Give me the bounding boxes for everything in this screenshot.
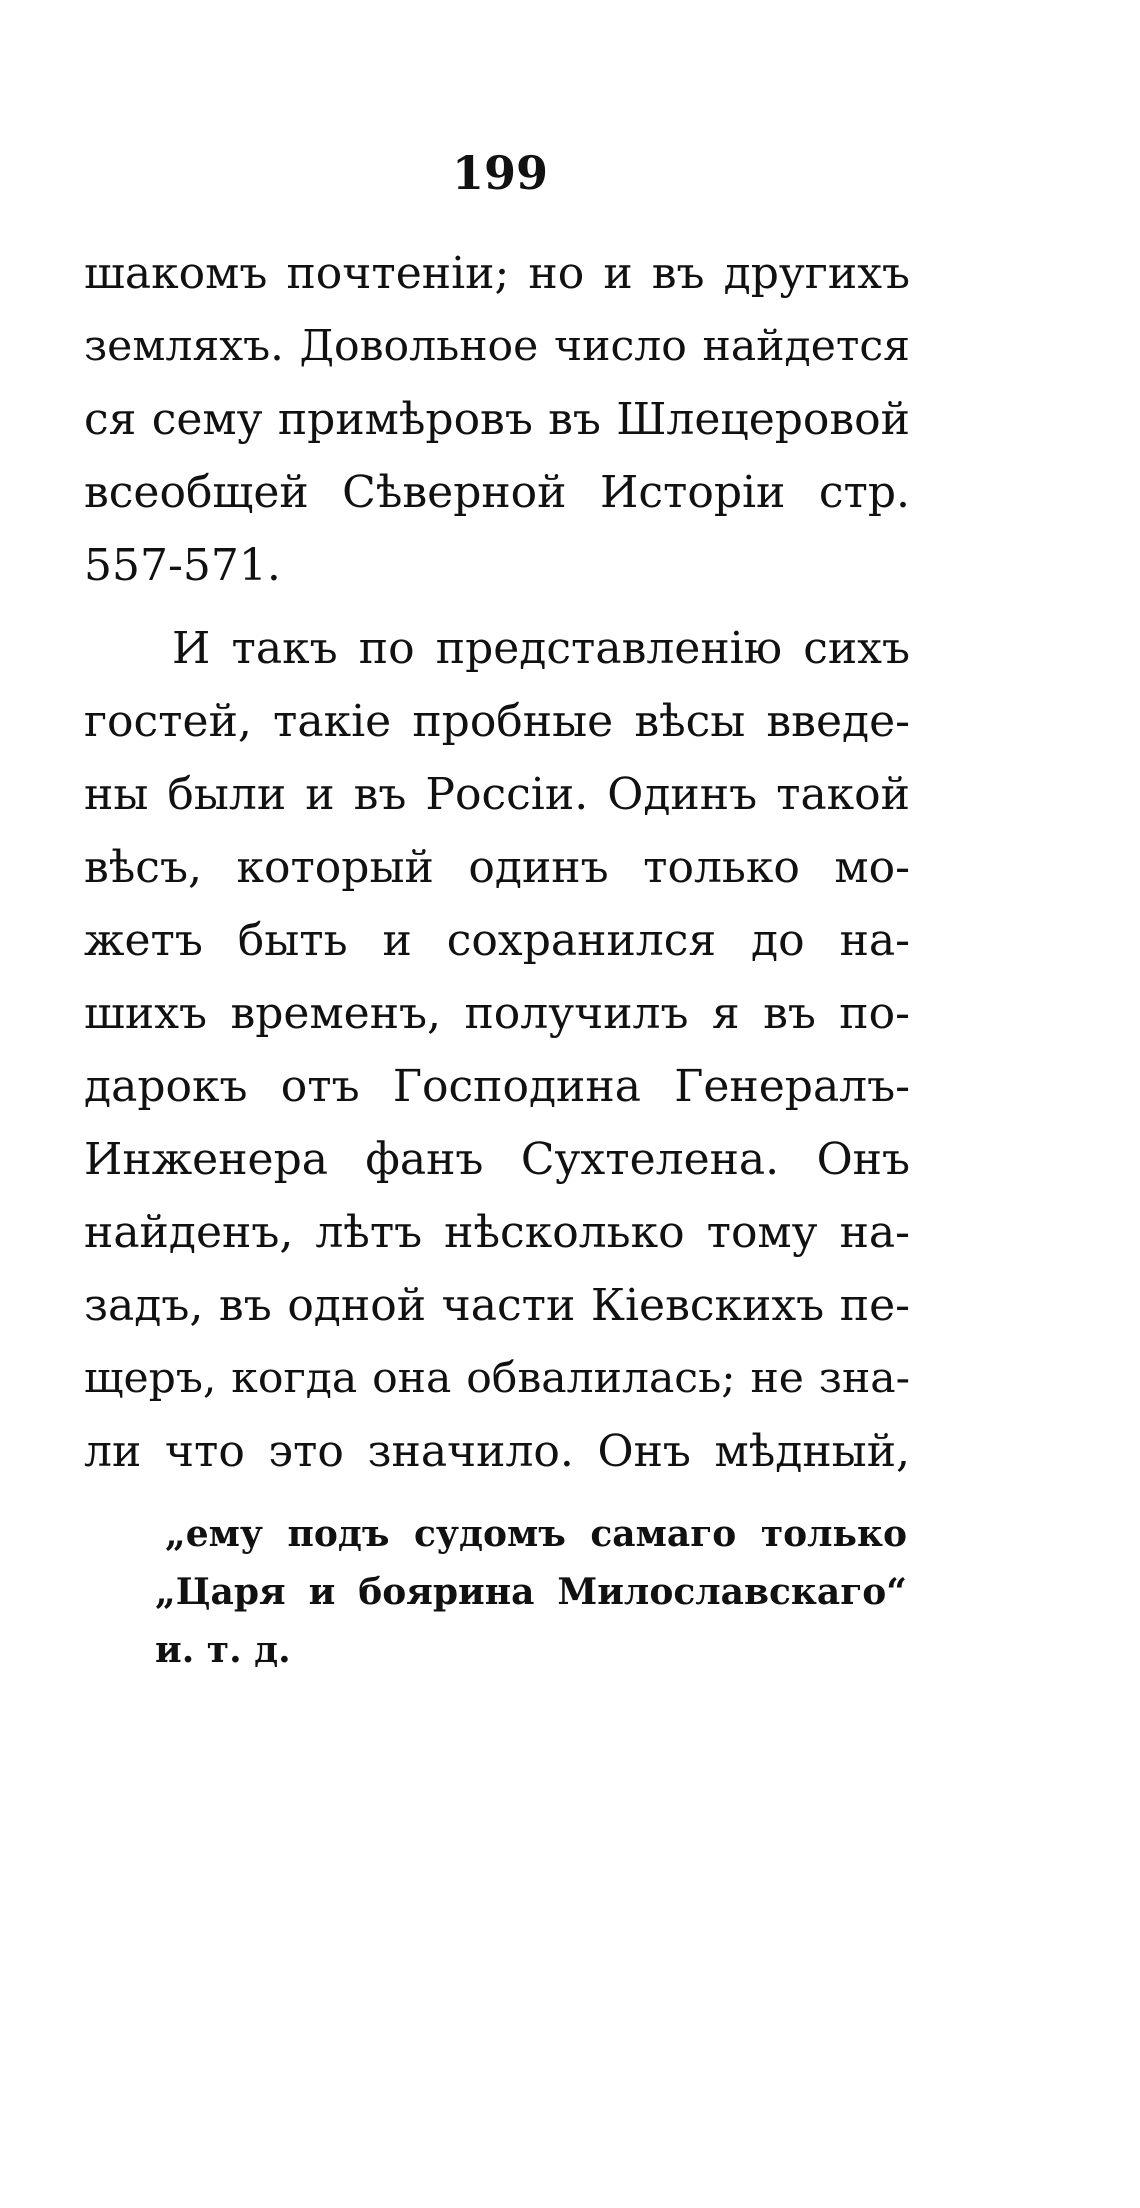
page-number: 199 bbox=[451, 146, 549, 200]
text-line: 557-571. bbox=[84, 540, 281, 591]
text-line: найденъ, лѣтъ нѣсколько тому на- bbox=[84, 1207, 910, 1258]
footnote-line: „Царя и боярина Милославскаго“ bbox=[155, 1571, 907, 1613]
text-line: задъ, въ одной части Кiевскихъ пе- bbox=[84, 1280, 910, 1331]
text-line: гостей, такiе пробные вѣсы введе- bbox=[84, 696, 910, 747]
paragraph-2 bbox=[84, 612, 910, 1488]
text-line: всеобщей Сѣверной Исторiи стр. bbox=[84, 467, 910, 518]
footnote-line: „ему подъ судомъ самаго только bbox=[165, 1513, 907, 1555]
text-line: шакомъ почтенiи; но и въ другихъ bbox=[84, 248, 910, 299]
text-line: ли что это значило. Онъ мѣдный, bbox=[84, 1426, 910, 1477]
text-line: ся сему примѣровъ въ Шлецеровой bbox=[84, 394, 910, 445]
text-line: шихъ временъ, получилъ я въ по- bbox=[84, 988, 910, 1039]
text-line: земляхъ. Довольное число найдется bbox=[84, 322, 910, 371]
text-line: щеръ, когда она обвалилась; не зна- bbox=[84, 1354, 910, 1403]
paragraph-1 bbox=[84, 237, 910, 602]
text-line: дарокъ отъ Господина Генералъ- bbox=[84, 1061, 910, 1112]
footnote-line: и. т. д. bbox=[155, 1629, 291, 1671]
text-line: И такъ по представленiю сихъ bbox=[172, 623, 910, 674]
footnote bbox=[155, 1505, 907, 1679]
text-line: вѣсъ, который одинъ только мо- bbox=[84, 842, 910, 893]
text-line: жетъ быть и сохранился до на- bbox=[84, 915, 910, 966]
text-line: ны были и въ Россiи. Одинъ такой bbox=[84, 769, 910, 820]
text-line: Инженера фанъ Сухтелена. Онъ bbox=[84, 1134, 910, 1185]
